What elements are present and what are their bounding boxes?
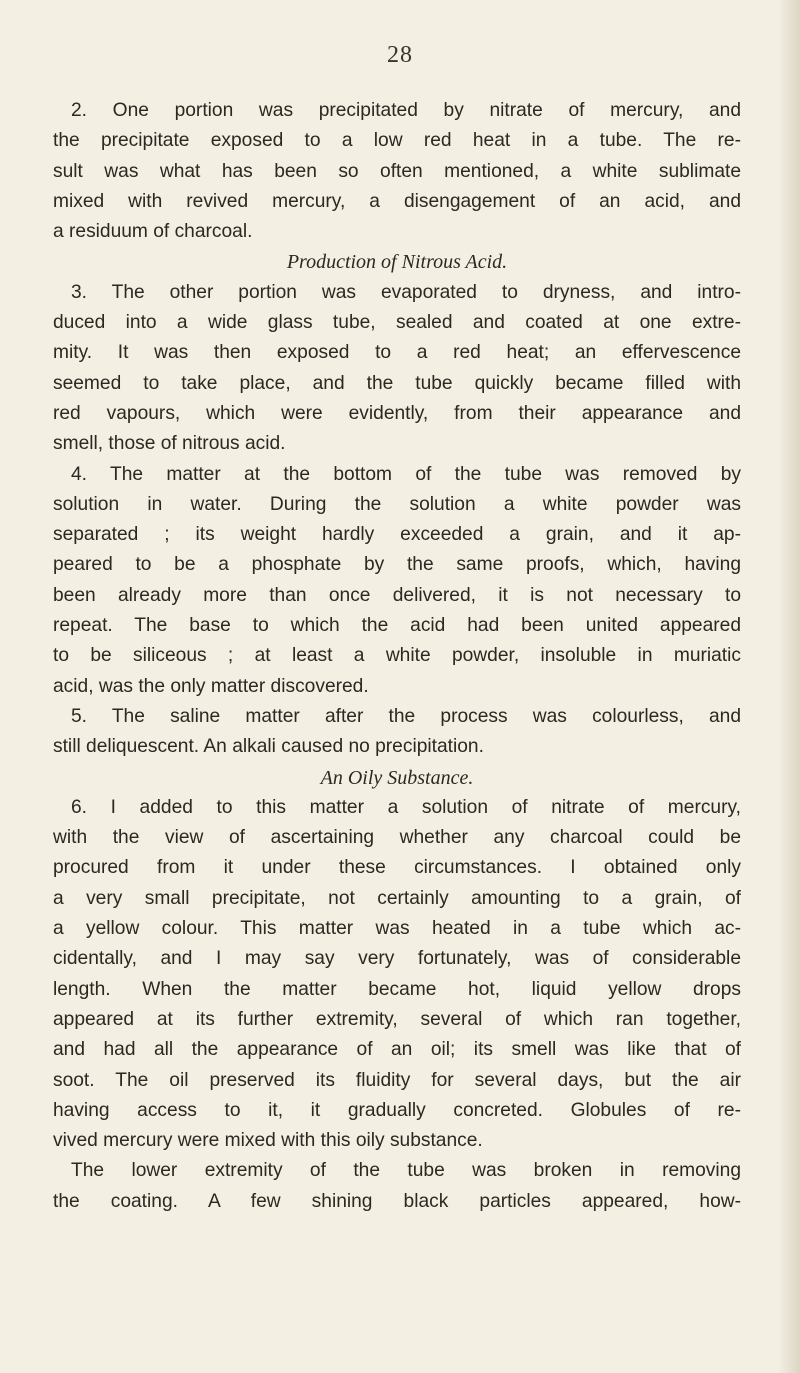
section-heading: Production of Nitrous Acid.: [286, 251, 508, 274]
text-line: soot. The oil preserved its fluidity for several days, but the air: [53, 1069, 741, 1091]
text-line: procured from it under these circumstances. I obtained only: [53, 857, 741, 879]
text-line: smell, those of nitrous acid.: [53, 433, 286, 455]
text-line: the coating. A few shining black particles appeared, how-: [53, 1190, 741, 1212]
text-line: acid, was the only matter discovered.: [53, 675, 369, 697]
paragraph-first-line: 3. The other portion was evaporated to dryness, and intro-: [71, 281, 741, 303]
paragraph-first-line: 4. The matter at the bottom of the tube was removed by: [71, 463, 741, 485]
text-line: a very small precipitate, not certainly amounting to a grain, of: [53, 887, 741, 909]
text-line: been already more than once delivered, it is not necessary to: [53, 584, 741, 606]
text-line: to be siliceous ; at least a white powder, insoluble in muriatic: [53, 645, 741, 667]
text-line: the precipitate exposed to a low red heat in a tube. The re-: [53, 130, 741, 152]
body-text: [53, 96, 741, 1217]
paragraph-first-line: 5. The saline matter after the process was colourless, and: [71, 705, 741, 727]
text-line: seemed to take place, and the tube quickly became filled with: [53, 372, 741, 394]
text-line: a residuum of charcoal.: [53, 221, 253, 243]
text-line: length. When the matter became hot, liquid yellow drops: [53, 978, 741, 1000]
text-line: mixed with revived mercury, a disengagement of an acid, and: [53, 190, 741, 212]
text-line: a yellow colour. This matter was heated in a tube which ac-: [53, 918, 741, 940]
page-edge-shadow: [778, 0, 800, 1373]
text-line: vived mercury were mixed with this oily substance.: [53, 1130, 483, 1152]
paragraph-first-line: 6. I added to this matter a solution of nitrate of mercury,: [71, 796, 741, 818]
paragraph-first-line: The lower extremity of the tube was broken in removing: [71, 1160, 741, 1182]
text-line: having access to it, it gradually concreted. Globules of re-: [53, 1099, 741, 1121]
text-line: still deliquescent. An alkali caused no precipitation.: [53, 736, 484, 758]
text-line: and had all the appearance of an oil; its smell was like that of: [53, 1039, 741, 1061]
text-line: appeared at its further extremity, several of which ran together,: [53, 1008, 741, 1030]
section-heading: An Oily Substance.: [320, 766, 474, 789]
text-line: with the view of ascertaining whether any charcoal could be: [53, 827, 741, 849]
text-line: red vapours, which were evidently, from their appearance and: [53, 402, 741, 424]
text-line: solution in water. During the solution a white powder was: [53, 493, 741, 515]
text-line: duced into a wide glass tube, sealed and coated at one extre-: [53, 312, 741, 334]
page-number: 28: [387, 42, 413, 68]
text-line: cidentally, and I may say very fortunately, was of considerable: [53, 948, 741, 970]
text-line: mity. It was then exposed to a red heat; an effervescence: [53, 342, 741, 364]
paragraph-first-line: 2. One portion was precipitated by nitrate of mercury, and: [71, 100, 741, 121]
text-line: sult was what has been so often mentioned, a white sublimate: [53, 160, 741, 182]
text-line: repeat. The base to which the acid had been united appeared: [53, 615, 741, 637]
text-line: peared to be a phosphate by the same proofs, which, having: [53, 554, 741, 576]
text-line: separated ; its weight hardly exceeded a grain, and it ap-: [53, 524, 741, 546]
